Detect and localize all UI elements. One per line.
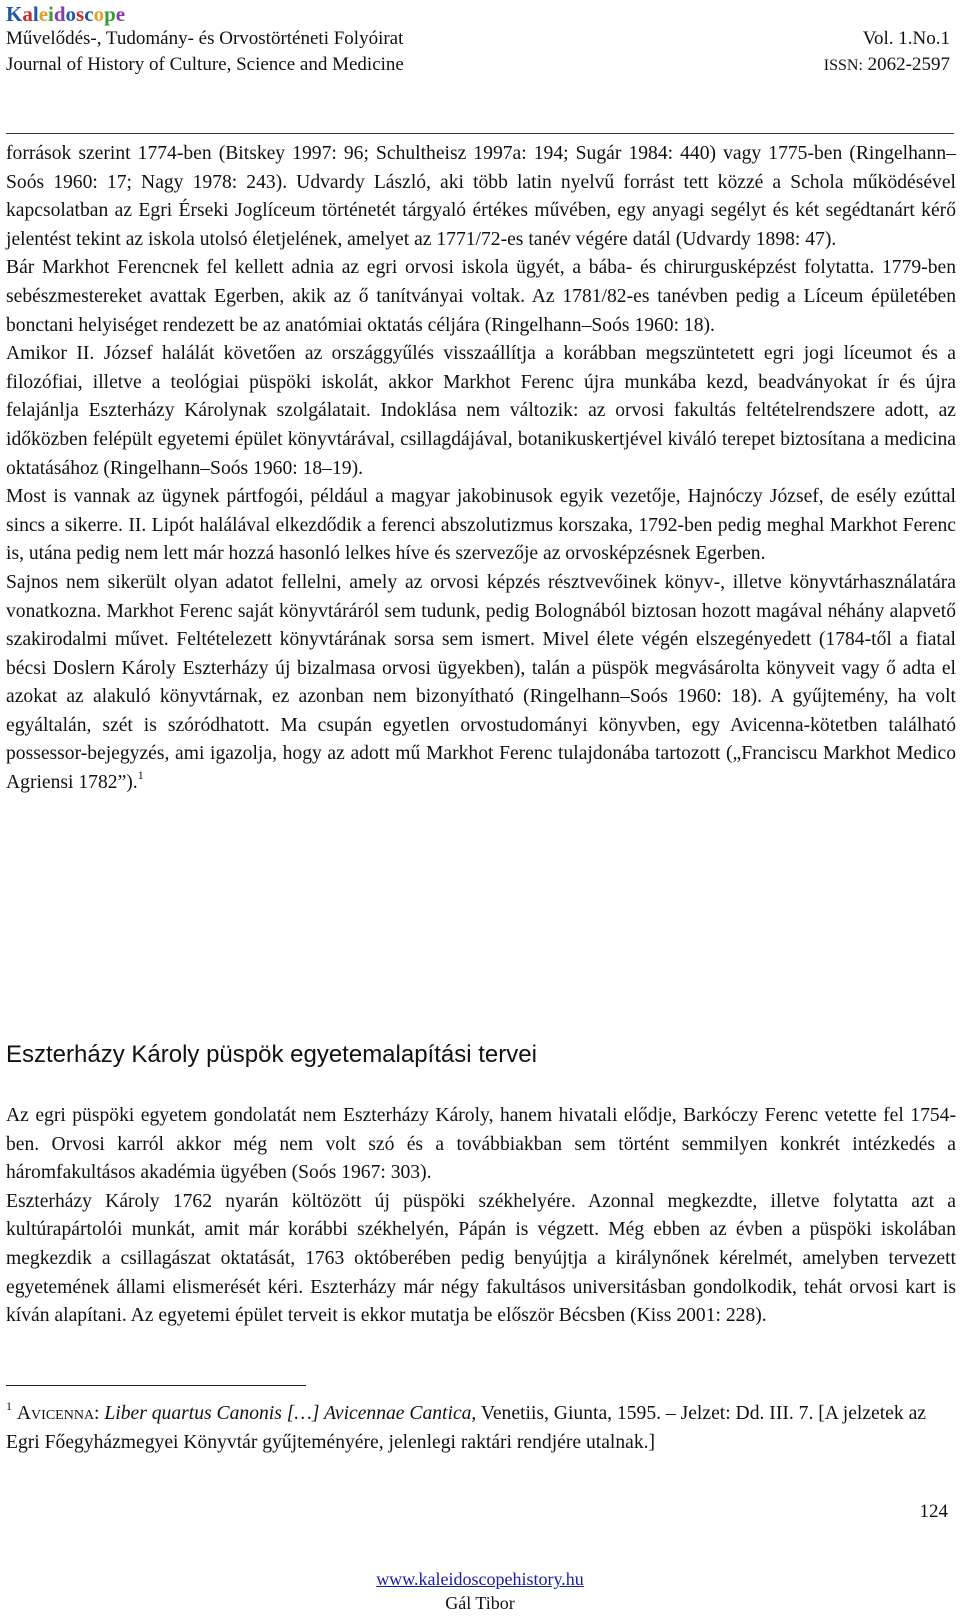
footnote-reference[interactable]: 1 (137, 768, 144, 783)
page-number: 124 (919, 1501, 948, 1522)
footnote (6, 1400, 956, 1457)
logo-letter: p (104, 2, 116, 26)
logo-letter: s (76, 2, 85, 26)
paragraph: Amikor II. József halálát követően az országgyűlés visszaállítja a korábban megszüntetett egri jogi líceumot és a filozófiai, illetve a teológiai püspöki iskolát, akkor Markhot Ferenc újra munkába kezd, beadványokat ír és újra felajánlja Eszterházy Károlynak szolgálatait. Indoklása nem változik: az orvosi fakultás feltételrendszere adott, az időközben felépült egyetemi épület könyvtárával, csillagdájával, botanikuskertjével kiváló terepet biztosítana a medicina oktatásához (Ringelhann–Soós 1960: 18–19). (6, 343, 956, 479)
issn (824, 52, 954, 79)
page-footer (0, 1567, 960, 1615)
paragraph: Most is vannak az ügynek pártfogói, például a magyar jakobinusok egyik vezetője, Hajnóczy József, de esély ezúttal sincs a sikerre. II. Lipót halálával elkezdődik a ferenci abszolutizmus korszaka, 1792-ben pedig meghal Markhot Ferenc is, utána pedig nem lett már hozzá hasonló lelkes híve és szervezője az orvosképzésnek Egerben. (6, 486, 956, 565)
journal-logo (6, 2, 954, 26)
logo-letter: o (93, 2, 105, 26)
paragraph: Bár Markhot Ferencnek fel kellett adnia az egri orvosi iskola ügyét, a bába- és chirurgusképzést folytatta. 1779-ben sebészmestereket avattak Egerben, akik az ő tanítványai voltak. Az 1781/82-es tanévben pedig a Líceum épületében bonctani helyiséget rendezett be az anatómiai oktatás céljára (Ringelhann–Soós 1960: 18). (6, 257, 956, 336)
page-header (6, 2, 954, 79)
logo-letter: a (22, 2, 33, 26)
paragraph: források szerint 1774-ben (Bitskey 1997: 96; Schultheisz 1997a: 194; Sugár 1984: 440) vagy 1775-ben (Ringelhann–Soós 1960: 17; Nagy 1978: 243). Udvardy László, aki több latin nyelvű forrást tett közzé a Schola működésével kapcsolatban az Egri Érseki Joglíceum történetét tárgyaló értékes művében, egy anyagi segélyt és két segédtanárt kérő jelentést tekint az iskola utolsó életjelének, amelyet az 1771/72-es tanév végére datál (Udvardy 1898: 47). (6, 143, 956, 250)
paragraph: Az egri püspöki egyetem gondolatát nem Eszterházy Károly, hanem hivatali elődje, Barkóczy Ferenc vetette fel 1754-ben. Orvosi karról akkor még nem volt szó és a továbbiakban sem történt semmilyen konkrét intézkedés a háromfakultásos akadémia ügyében (Soós 1967: 303). (6, 1105, 956, 1184)
issn-value: 2062-2597 (867, 54, 950, 75)
section-heading: Eszterházy Károly püspök egyetemalapítási tervei (6, 1041, 537, 1068)
header-row-en (6, 52, 954, 79)
article-body (6, 140, 956, 798)
section-body (6, 1102, 956, 1331)
paragraph-text: Sajnos nem sikerült olyan adatot fellelni, amely az orvosi képzés résztvevőinek könyv-, illetve könyvtárhasználatára vonatkozna. Markhot Ferenc saját könyvtáráról sem tudunk, pedig Bolognából biztosan hozott magával néhány alapvető szakirodalmi művet. Feltételezett könyvtárának sorsa sem ismert. Mivel élete végén elszegényedett (1784-től a fiatal bécsi Doslern Károly Eszterházy új bizalmasa orvosi ügyekben), talán a püspök megvásárolta könyveit vagy ő adta el azokat az alakuló könyvtárnak, ez azonban nem bizonyítható (Ringelhann–Soós 1960: 18). A gyűjtemény, ha volt egyáltalán, szét is szóródhatott. Ma csupán egyetlen orvostudományi könyvben, egy Avicenna-kötetben található possessor-bejegyzés, ami igazolja, hogy az adott mű Markhot Ferenc tulajdonába tartozott („Franciscu Markhot Medico Agriensi 1782”). (6, 571, 956, 794)
issn-label: ISSN: (823, 57, 863, 74)
header-divider (6, 133, 954, 134)
footer-author: Gál Tibor (445, 1593, 515, 1613)
logo-letter: e (38, 2, 49, 26)
logo-letter: c (84, 2, 94, 26)
header-row-hu (6, 26, 954, 52)
footnote-rest: Venetiis, Giunta, 1595. – Jelzet: Dd. III. 7. [A jelzetek az Egri Főegyházmegyei Könyvtár gyűjteményére, jelenlegi raktári rendjére utalnak.] (6, 1403, 926, 1453)
footnote-title: Liber quartus Canonis […] Avicennae Cantica, (104, 1403, 477, 1424)
logo-letter: K (6, 2, 23, 26)
paragraph: Eszterházy Károly 1762 nyarán költözött új püspöki székhelyére. Azonnal megkezdte, illetve folytatta azt a kultúrapártolói munkát, amit már korábbi székhelyén, Pápán is végzett. Még ebben az évben a püspöki iskolában megkezdik a csillagászat oktatását, 1763 októberében pedig benyújtja a királynőnek kérelmét, amelyben tervezett egyetemének állami elismerését kéri. Eszterházy már négy fakultásos universitásban gondolkodik, tehát orvosi kart is kíván alapítani. Az egyetemi épület terveit is ekkor mutatja be először Bécsben (Kiss 2001: 228). (6, 1190, 956, 1327)
journal-title-hu: Művelődés-, Tudomány- és Orvostörténeti Folyóirat (6, 28, 404, 49)
footnote-author: Avicenna: (16, 1403, 100, 1424)
footnote-text (6, 1400, 956, 1457)
logo-letter: d (53, 2, 66, 26)
logo-letter: l (32, 2, 39, 26)
paragraph-with-footnote (6, 569, 956, 798)
journal-title-en: Journal of History of Culture, Science and Medicine (6, 54, 404, 75)
footnote-divider (6, 1385, 306, 1386)
volume-label: Vol. 1.No.1 (862, 28, 950, 49)
website-link[interactable]: www.kaleidoscopehistory.hu (376, 1569, 584, 1589)
footnote-number: 1 (6, 1399, 12, 1413)
logo-letter: o (65, 2, 77, 26)
logo-letter: e (115, 2, 126, 26)
logo-letter: i (48, 2, 54, 26)
